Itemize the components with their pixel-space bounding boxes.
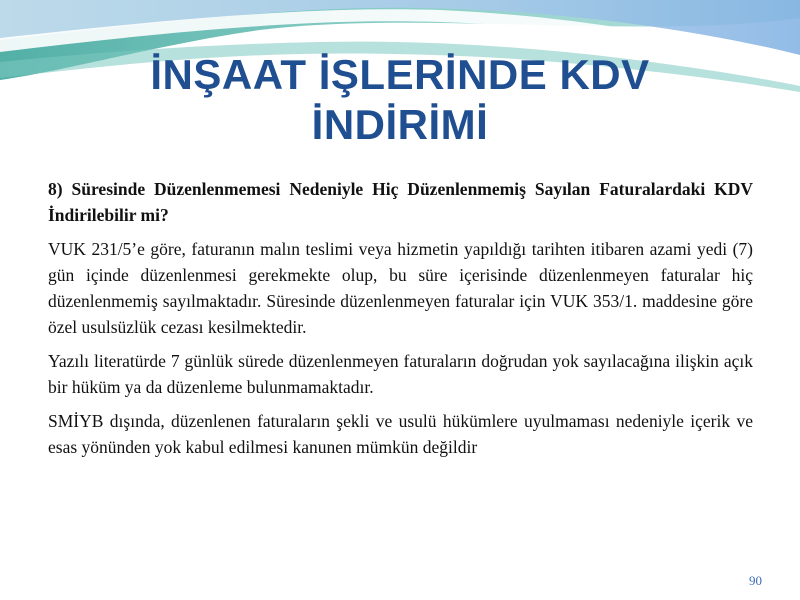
slide-title: [60, 50, 740, 150]
paragraph-2: Yazılı literatürde 7 günlük sürede düzenlenmeyen faturaların doğrudan yok sayılacağına ilişkin açık bir hüküm ya da düzenleme bulunmamaktadır.: [48, 351, 753, 397]
paragraph-1: VUK 231/5’e göre, faturanın malın teslimi veya hizmetin yapıldığı tarihten itibaren azami yedi (7) gün içinde düzenlenmesi gerekmekte olup, bu süre içerisinde düzenlenmeyen faturalar hiç düzenlenmemiş sayılmaktadır. Süresinde düzenlenmeyen faturalar için VUK 353/1. maddesine göre özel usulsüzlük cezası kesilmektedir.: [48, 239, 753, 337]
page-number: 90: [749, 573, 762, 588]
slide-title-line-2: İNDİRİMİ: [311, 101, 489, 148]
slide-body: [48, 176, 753, 468]
paragraph-3: SMİYB dışında, düzenlenen faturaların şekli ve usulü hükümlere uyulmaması nedeniyle içerik ve esas yönünden yok kabul edilmesi kanunen mümkün değildir: [48, 411, 753, 457]
slide-title-line-1: İNŞAAT İŞLERİNDE KDV: [150, 51, 650, 98]
question-heading: 8) Süresinde Düzenlenmemesi Nedeniyle Hiç Düzenlenmemiş Sayılan Faturalardaki KDV İndirilebilir mi?: [48, 179, 753, 225]
